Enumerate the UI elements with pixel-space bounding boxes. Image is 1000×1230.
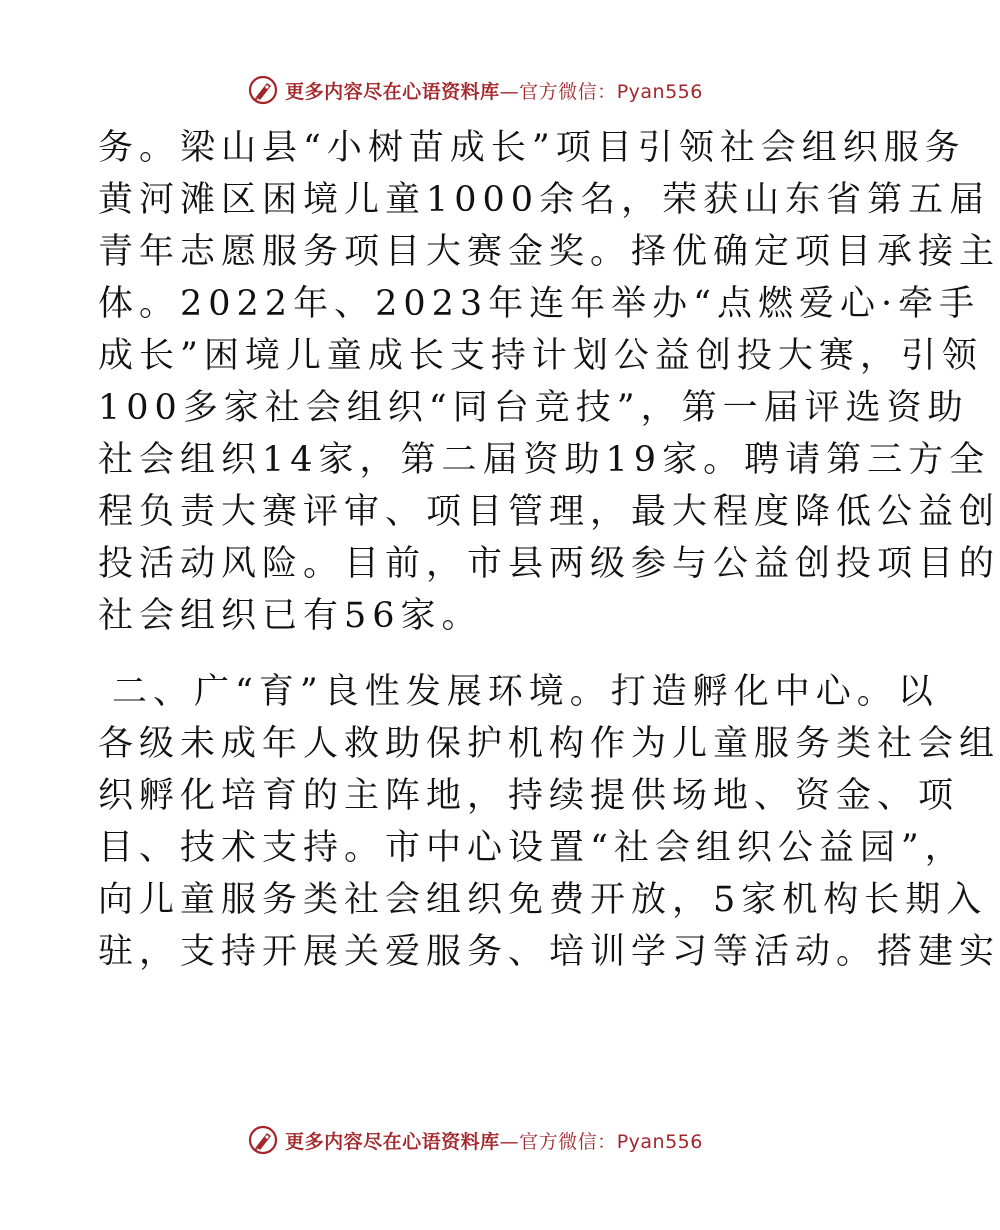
text-line: 驻，支持开展关爱服务、培训学习等活动。搭建实 [98,932,1000,972]
footer-watermark [0,1122,950,1158]
text-line: 青年志愿服务项目大赛金奖。择优确定项目承接主 [98,232,1000,272]
pen-nib-logo-icon [247,1124,279,1156]
text-line: 体。2022年、2023年连年举办“点燃爱心·牵手 [98,284,981,324]
text-line: 成长”困境儿童成长支持计划公益创投大赛，引领 [98,336,983,376]
text-line: 程负责大赛评审、项目管理，最大程度降低公益创 [98,492,1000,532]
watermark-separator: — [499,1130,520,1153]
text-line: 织孵化培育的主阵地，持续提供场地、资金、项 [98,776,960,816]
header-watermark [0,72,950,108]
watermark-wechat-id: Pyan556 [616,1130,703,1153]
watermark-main-text: 更多内容尽在心语资料库 [285,1130,500,1153]
watermark-separator: — [499,80,520,103]
text-line: 二、广“育”良性发展环境。打造孵化中心。以 [112,672,939,712]
watermark-text [285,1127,703,1154]
watermark-wechat-label: 官方微信： [519,80,617,103]
text-line: 黄河滩区困境儿童1000余名，荣获山东省第五届 [98,180,991,220]
watermark-wechat-label: 官方微信： [519,1130,617,1153]
watermark-wechat-id: Pyan556 [616,80,703,103]
text-line: 目、技术支持。市中心设置“社会组织公益园”， [98,828,966,868]
text-line: 向儿童服务类社会组织免费开放，5家机构长期入 [98,880,988,920]
text-line: 投活动风险。目前，市县两级参与公益创投项目的 [98,544,1000,584]
paragraph-gap [98,642,858,666]
text-line: 社会组织已有56家。 [98,596,483,636]
pen-nib-logo-icon [247,74,279,106]
watermark-main-text: 更多内容尽在心语资料库 [285,80,500,103]
watermark-text [285,77,703,104]
text-line: 100多家社会组织“同台竞技”，第一届评选资助 [98,388,969,428]
text-line: 务。梁山县“小树苗成长”项目引领社会组织服务 [98,128,966,168]
text-line: 各级未成年人救助保护机构作为儿童服务类社会组 [98,724,1000,764]
document-body [98,122,1000,978]
text-line: 社会组织14家，第二届资助19家。聘请第三方全 [98,440,991,480]
paragraph-2 [98,666,1000,978]
paragraph-1 [98,122,1000,642]
